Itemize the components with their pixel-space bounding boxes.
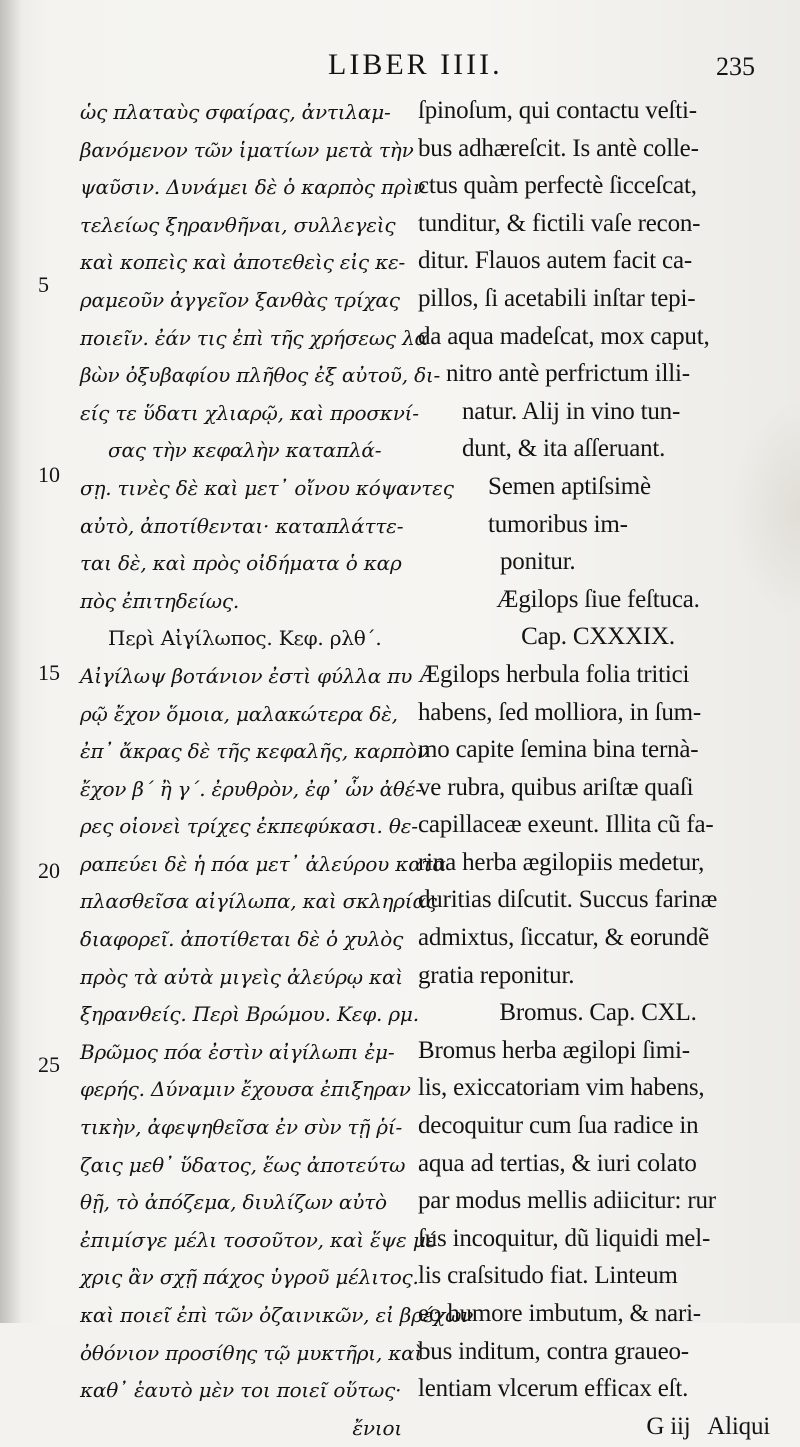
greek-line: τικὴν, ἀφεψηθεῖσα ἐν σὺν τῇ ῥί- <box>80 1115 403 1140</box>
latin-line: habens, ſed molliora, in ſum- <box>418 698 702 726</box>
greek-line: πὸς ἐπιτηδείως. <box>80 588 239 613</box>
latin-section-title: Bromus. Cap. CXL. <box>499 999 697 1027</box>
greek-line: ζαις μεθ᾽ ὕδατος, ἕως ἀποτεύτω <box>80 1152 406 1177</box>
latin-line: da aqua madeſcat, mox caput, <box>418 322 710 350</box>
latin-line: pillos, ſi acetabili inſtar tepi- <box>418 284 696 312</box>
greek-line: είς τε ὕδατι χλιαρῷ, καὶ προσκνί- <box>80 400 419 425</box>
line-number-5: 5 <box>38 272 49 297</box>
latin-line: aqua ad tertias, & iuri colato <box>418 1149 697 1177</box>
latin-line: Ægilops herbula folia tritici <box>418 660 690 688</box>
latin-line: nitro antè perfrictum illi- <box>446 360 690 388</box>
latin-line: bus adhæreſcit. Is antè colle- <box>418 134 699 162</box>
latin-line: Semen aptiſsimè <box>488 472 651 500</box>
page-header <box>0 44 800 84</box>
latin-line: ditur. Flauos autem facit ca- <box>418 247 692 275</box>
greek-line: ὡς πλαταὺς σφαίρας, ἀντιλαμ- <box>80 100 391 124</box>
latin-line: par modus mellis adiicitur: rur <box>418 1187 716 1215</box>
latin-line: capillaceæ exeunt. Illita cũ fa- <box>418 811 714 839</box>
greek-line: ὀθόνιον προσίθης τῷ μυκτῆρι, καὶ <box>80 1340 423 1365</box>
greek-line: Βρῶμος πόα ἐστὶν αἰγίλωπι ἐμ- <box>80 1039 395 1064</box>
latin-section-title: Ægilops ſiue feſtuca. <box>496 585 700 613</box>
greek-line: θῇ, τὸ ἀπόζεμα, διυλίζων αὐτὸ <box>80 1190 387 1215</box>
latin-line: Bromus herba ægilopi ſimi- <box>418 1036 690 1064</box>
greek-line: διαφορεῖ. ἀποτίθεται δὲ ὁ χυλὸς <box>80 927 404 952</box>
greek-section-heading: Περὶ Αἰγίλωπος. Κεφ. ρλθ΄. <box>108 626 382 651</box>
margin-line-numbers <box>38 0 78 1323</box>
latin-line: bus inditum, contra graueo- <box>418 1337 689 1365</box>
latin-line: natur. Alij in vino tun- <box>462 397 681 425</box>
latin-line: gratia reponitur. <box>418 961 575 989</box>
latin-line: lis craſsitudo fiat. Linteum <box>418 1262 678 1290</box>
greek-line: ρες οἱονεὶ τρίχες ἐκπεφύκασι. θε- <box>80 814 418 839</box>
latin-line: rina herba ægilopiis medetur, <box>418 848 705 876</box>
greek-line: καθ᾽ ἑαυτὸ μὲν τοι ποιεῖ οὕτως· <box>80 1378 402 1403</box>
greek-line: καὶ κοπεὶς καὶ ἀποτεθεὶς εἰς κε- <box>80 250 406 275</box>
greek-line: ξηρανθείς. Περὶ Βρώμου. Κεφ. ρμ. <box>80 1002 419 1027</box>
running-title: LIBER IIII. <box>328 48 503 81</box>
greek-line: φερής. Δύναμιν ἔχουσα ἐπιξηραν <box>80 1077 411 1102</box>
greek-line: ἐπιμίσγε μέλι τοσοῦτον, καὶ ἕψε μέ <box>80 1227 437 1252</box>
greek-line: ραπεύει δὲ ἡ πόα μετ᾽ ἀλεύρου κατα <box>80 851 446 876</box>
greek-line: βανόμενον τῶν ἱματίων μετὰ τὴν <box>80 137 414 162</box>
greek-line: ποιεῖν. ἐάν τις ἐπὶ τῆς χρήσεως λα <box>80 325 428 350</box>
greek-line: Αἰγίλωψ βοτάνιον ἐστὶ φύλλα πυ <box>80 663 413 688</box>
line-number-20: 20 <box>38 858 60 883</box>
line-number-10: 10 <box>38 462 60 487</box>
line-number-25: 25 <box>38 1052 60 1077</box>
latin-chapter-number: Cap. CXXXIX. <box>521 623 675 651</box>
latin-line: eo humore imbutum, & nari- <box>418 1300 701 1327</box>
signature-and-catchword: G iij Aliqui <box>646 1412 770 1440</box>
greek-line: αὐτὸ, ἀποτίθενται· καταπλάττε- <box>80 513 404 538</box>
latin-line: ſpinoſum, qui contactu veſti- <box>418 97 697 124</box>
latin-line: dunt, & ita aſſeruant. <box>462 435 666 463</box>
latin-line: tunditur, & fictili vaſe recon- <box>418 209 701 237</box>
latin-text-column <box>418 92 778 1445</box>
greek-line: ἐπ᾽ ἄκρας δὲ τῆς κεφαλῆς, καρπὸν <box>80 739 429 764</box>
line-number-15: 15 <box>38 660 60 685</box>
latin-line: decoquitur cum ſua radice in <box>418 1112 699 1140</box>
latin-line: duritias diſcutit. Succus farinæ <box>418 886 718 914</box>
latin-line: ctus quàm perfectè ſicceſcat, <box>418 172 697 200</box>
latin-line: ve rubra, quibus ariſtæ quaſi <box>418 773 694 801</box>
greek-line: σῃ. τινὲς δὲ καὶ μετ᾽ οἴνου κόψαντες <box>80 475 454 500</box>
greek-line: σας τὴν κεφαλὴν καταπλά- <box>108 438 382 463</box>
greek-line: ἔχον β΄ ἢ γ΄. ἐρυθρὸν, ἐφ᾽ ὧν ἀθέ- <box>80 776 422 801</box>
greek-line: πρὸς τὰ αὐτὰ μιγεὶς ἀλεύρῳ καὶ <box>80 964 403 989</box>
greek-line: ρῷ ἔχον ὅμοια, μαλακώτερα δὲ, <box>80 701 398 726</box>
greek-line: χρις ἂν σχῇ πάχος ὑγροῦ μέλιτος. <box>80 1265 419 1290</box>
latin-line: ſus incoquitur, dũ liquidi mel- <box>418 1224 711 1252</box>
greek-text-column <box>80 94 474 1447</box>
latin-line: lentiam vlcerum efficax eſt. <box>418 1375 689 1403</box>
latin-line: admixtus, ſiccatur, & eorundẽ <box>418 924 710 952</box>
greek-catchword: ἔνιοι <box>352 1415 402 1440</box>
latin-line: mo capite ſemina bina ternà- <box>418 736 699 764</box>
latin-line: ponitur. <box>500 548 576 576</box>
greek-line: ται δὲ, καὶ πρὸς οἰδήματα ὁ καρ <box>80 551 402 576</box>
gutter-shadow <box>0 0 22 1323</box>
greek-line: πλασθεῖσα αἰγίλωπα, καὶ σκληρίας <box>80 889 437 914</box>
latin-line: tumoribus im- <box>488 510 628 538</box>
latin-line: lis, exiccatoriam vim habens, <box>418 1074 705 1102</box>
greek-line: τελείως ξηρανθῆναι, συλλεγεὶς <box>80 212 396 237</box>
page-number: 235 <box>716 52 755 81</box>
greek-line: βὼν ὀξυβαφίου πλῆθος ἐξ αὐτοῦ, δι- <box>80 363 441 388</box>
greek-line: ραμεοῦν ἀγγεῖον ξανθὰς τρίχας <box>80 287 400 312</box>
greek-line: καὶ ποιεῖ ἐπὶ τῶν ὀζαινικῶν, εἰ βρέχων <box>80 1303 474 1327</box>
greek-line: ψαῦσιν. Δυνάμει δὲ ὁ καρπὸς πρὶν <box>80 175 426 200</box>
